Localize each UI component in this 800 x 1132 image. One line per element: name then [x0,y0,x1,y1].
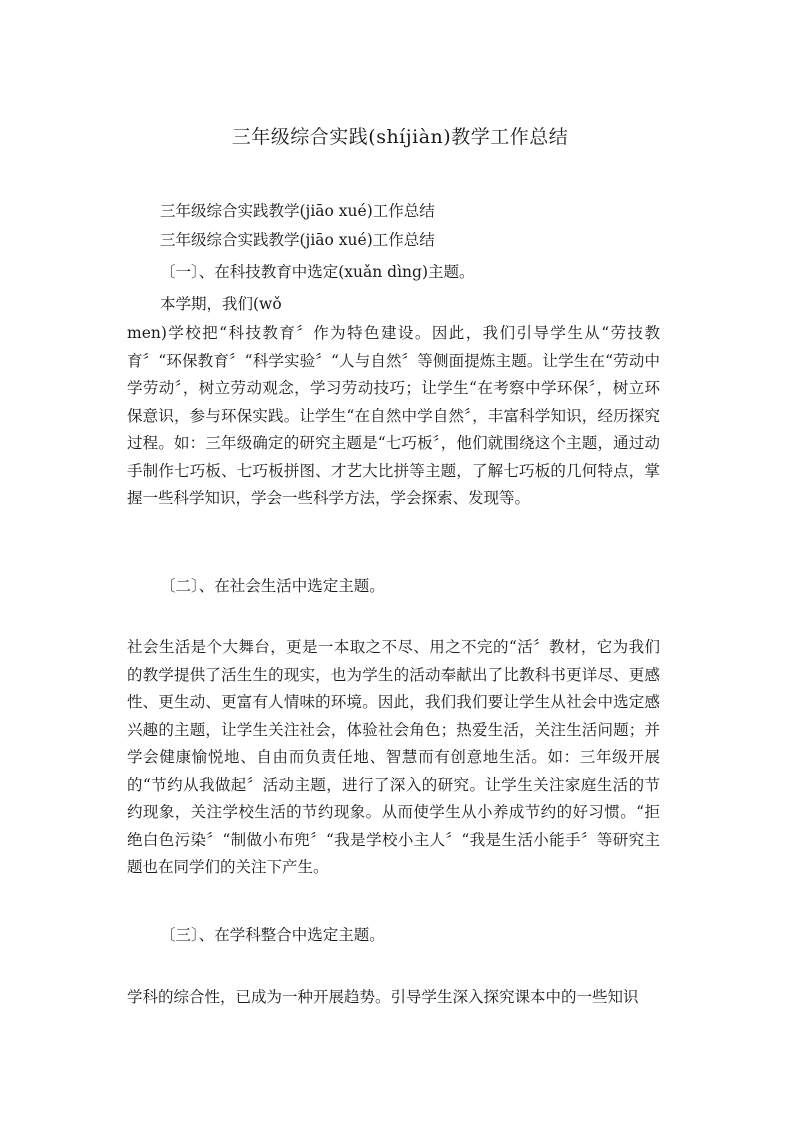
section-2-heading: 〔二〕、在社会生活中选定主题。 [160,577,385,595]
section-1-body: men)学校把“科技教育〞作为特色建设。因此，我们引导学生从“劳技教育〞“环保教育〞“科学实验〞“人与自然〞等侧面提炼主题。让学生在“劳动中学劳动〞，树立劳动观念，学习劳动技巧；让学生“在考察中学环保〞，树立环保意识，参与环保实践。让学生“在自然中学自然〞，丰富科学知识，经历探究过程。如：三年级确定的研究主题是“七巧板〞，他们就围绕这个主题，通过动手制作七巧板、七巧板拼图、才艺大比拼等主题，了解七巧板的几何特点，掌握一些科学知识，学会一些科学方法，学会探索、发现等。 [127,324,660,507]
subtitle-line-2: 三年级综合实践教学(jiāo xué)工作总结 [160,231,435,249]
section-1-lead: 本学期，我们(wǒ [160,295,282,313]
subtitle-line-1: 三年级综合实践教学(jiāo xué)工作总结 [160,202,435,220]
section-1-heading: 〔一〕、在科技教育中选定(xuǎn dìng)主题。 [160,263,475,281]
section-2-body: 社会生活是个大舞台，更是一本取之不尽、用之不完的“活〞教材，它为我们的教学提供了活生生的现实，也为学生的活动奉献出了比教科书更详尽、更感性、更生动、更富有人情味的环境。因此，我们我们要让学生从社会中选定感兴趣的主题，让学生关注社会，体验社会角色；热爱生活，关注生活问题；并学会健康愉悦地、自由而负责任地、智慧而有创意地生活。如：三年级开展的“节约从我做起〞活动主题，进行了深入的研究。让学生关注家庭生活的节约现象，关注学校生活的节约现象。从而使学生从小养成节约的好习惯。“拒绝白色污染〞“制做小布兜〞“我是学校小主人〞“我是生活小能手〞等研究主题也在同学们的关注下产生。 [127,638,660,876]
section-3-body: 学科的综合性，已成为一种开展趋势。引导学生深入探究课本中的一些知识 [127,988,639,1006]
section-3-heading: 〔三〕、在学科整合中选定主题。 [160,926,385,944]
document-title: 三年级综合实践(shíjiàn)教学工作总结 [231,126,569,148]
